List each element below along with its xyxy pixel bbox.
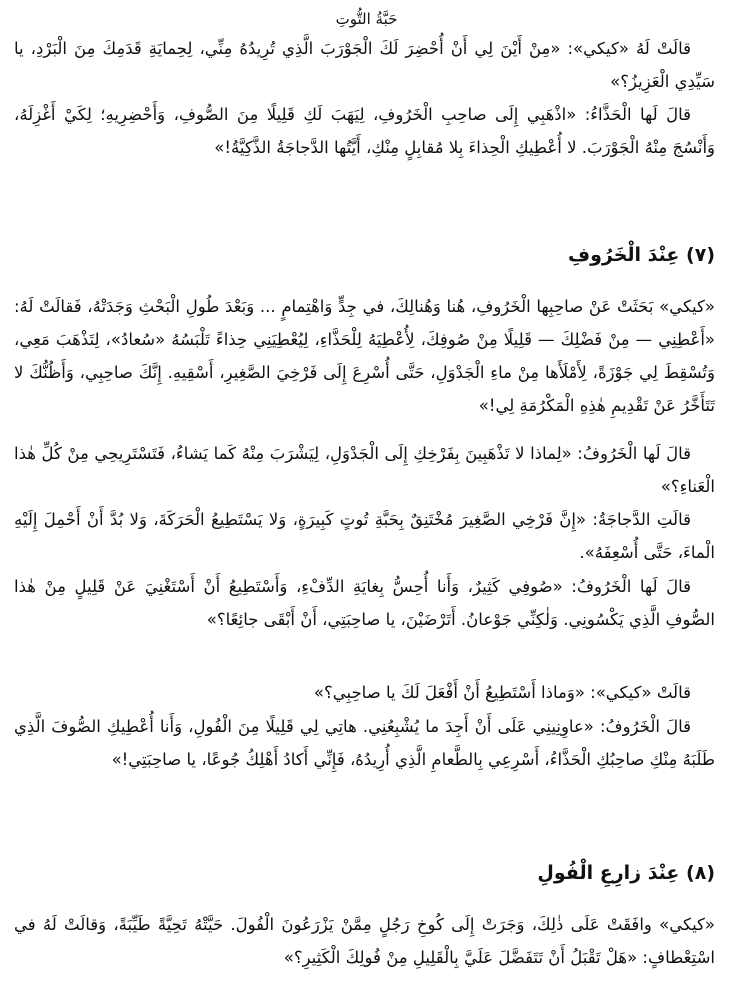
paragraph: قالَتْ «كيكي»: «وَماذا أَسْتَطِيعُ أَنْ أَفْعَلَ لَكَ يا صاحِبِي؟» [313, 683, 691, 702]
paragraph: قالَ لَها الْخَرُوفُ: «لِماذا لا تَذْهَبِينَ بِفَرْخِكِ إِلَى الْجَدْوَلِ، لِيَشْرَبَ مِنْهُ كَما يَشاءُ، فَتَسْتَرِيحِي مِنْ كُلِّ هٰذا الْعَناءِ؟» [14, 444, 715, 496]
paragraph: قالَ الْخَرُوفُ: «عاوِنِينِي عَلَى أَنْ أَجِدَ ما يُشْبِعُنِي. هاتِي لِي قَلِيلًا مِنَ الْفُولِ، وَأَنا أُعْطِيكِ الصُّوفَ الَّذِي طَلَبَهُ مِنْكِ صاحِبُكِ الْحَذَّاءُ، أَسْرِعِي بِالطَّعامِ الَّذِي أُرِيدُهُ، فَإِنِّي أَكادُ أَهْلِكُ جُوعًا، يا صاحِبَتِي!» [14, 717, 715, 769]
paragraph: قالَ لَها الْحَذَّاءُ: «اذْهَبِي إِلَى صاحِبِ الْخَرُوفِ، لِيَهَبَ لَكِ قَلِيلًا مِنَ الصُّوفِ، وَأَحْضِرِيهِ؛ لِكَيْ أَغْزِلَهُ، وَأَنْسُجَ مِنْهُ الْجَوْرَبَ. لا أُعْطِيكِ الْحِذاءَ بِلا مُقابِلٍ مِنْكِ، أَيَّتُها الدَّجاجَةُ الذَّكِيَّةُ!» [14, 105, 715, 157]
paragraph: «كيكي» وافَقَتْ عَلَى ذٰلِكَ، وَجَرَتْ إِلَى كُوخِ رَجُلٍ مِمَّنْ يَزْرَعُونَ الْفُولَ. حَيَّتْهُ تَحِيَّةً طَيِّبَةً، وَقالَتْ لَهُ في اسْتِعْطافٍ: «هَلْ تَقْبَلُ أَنْ تَتَفَضَّلَ عَلَيَّ بِالْقَلِيلِ مِنْ فُولِكَ الْكَثِيرِ؟» [14, 915, 715, 967]
section-heading: (٧) عِنْدَ الْخَرُوفِ [568, 244, 715, 266]
paragraph: قالَ لَها الْخَرُوفُ: «صُوفِي كَثِيرٌ، وَأَنا أُحِسُّ بِغايَةِ الدِّفْءِ، وَأَسْتَطِيعُ أَنْ أَسْتَغْنِيَ عَنْ قَلِيلٍ مِنْ هٰذا الصُّوفِ الَّذِي يَكْسُونِي. وَلٰكِنِّي جَوْعانُ. أَتَرْضَيْنَ، يا صاحِبَتِي، أَنْ أَبْقَى جائِعًا؟» [14, 577, 715, 629]
running-head: حَبَّةُ التُّوتِ [335, 10, 398, 28]
paragraph: قالَتِ الدَّجاجَةُ: «إِنَّ فَرْخِي الصَّغِيرَ مُخْتَنِقٌ بِحَبَّةِ تُوتٍ كَبِيرَةٍ، وَلا يَسْتَطِيعُ الْحَرَكَةَ، وَلا بُدَّ أَنْ أَحْمِلَ إِلَيْهِ الْماءَ، حَتَّى أُسْعِفَهُ». [14, 510, 715, 562]
paragraph: قالَتْ لَهُ «كيكي»: «مِنْ أَيْنَ لِي أَنْ أُحْضِرَ لَكَ الْجَوْرَبَ الَّذِي تُرِيدُهُ مِنِّي، لِحِمايَةِ قَدَمِكَ مِنَ الْبَرْدِ، يا سَيِّدِي الْعَزِيزُ؟» [14, 39, 715, 91]
section-heading: (٨) عِنْدَ زارِعِ الْفُولِ [537, 862, 715, 884]
paragraph: «كيكي» بَحَثَتْ عَنْ صاحِبِها الْخَرُوفِ، هُنا وَهُنالِكَ، في جِدٍّ وَاهْتِمامٍ ... وَبَعْدَ طُولِ الْبَحْثِ وَجَدَتْهُ، فَقالَتْ لَهُ: «أَعْطِنِي — مِنْ فَضْلِكَ — قَلِيلًا مِنْ صُوفِكَ، لِأُعْطِيَهُ لِلْحَذَّاءِ، لِيُعْطِيَنِي حِذاءً تَلْبَسُهُ «سُعادُ»، لِتَذْهَبَ مَعِي، وَتُسْقِطَ لِي جَوْزَةً، لِأَمْلَأَها مِنْ ماءِ الْجَدْوَلِ، حَتَّى أُسْرِعَ إِلَى فَرْخِيَ الصَّغِيرِ، أَسْقِيهِ. إِنَّكَ صاحِبِي، وَأَظُنُّكَ لا تَتَأَخَّرُ عَنْ تَقْدِيمِ هٰذِهِ الْمَكْرُمَةِ لِي!» [14, 297, 715, 415]
